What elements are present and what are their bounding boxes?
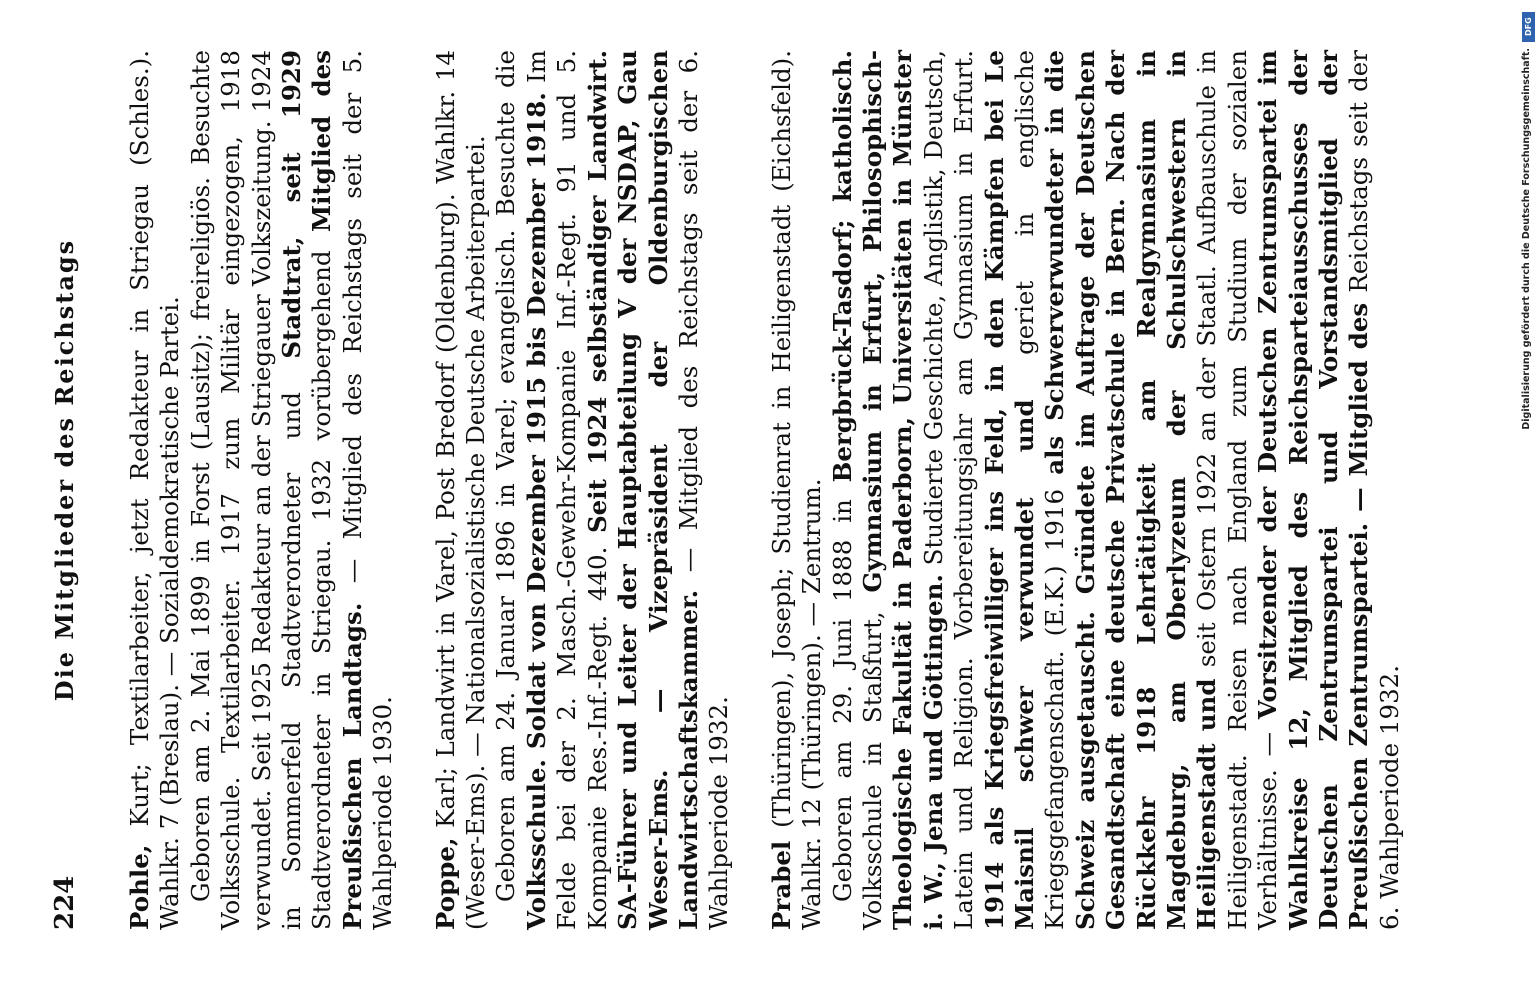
bio-text: — Mitglied des Reichstags seit der 5. Wahlperiode 1930.	[337, 49, 398, 930]
bio-highlight: Bergbrück-Tasdorf; katholisch.	[827, 50, 857, 483]
bio-highlight: Gymnasium in Erfurt, Philosophisch-Theologische Fakultät in Paderborn, Universitäten in Münster i. W., Jena und Göttingen.	[857, 50, 948, 930]
entry-heading	[767, 50, 828, 930]
member-entry-poppe	[431, 50, 735, 930]
bio-text: Studierte Geschichte, Anglistik, Deutsch, Latein und Religion. Vorbereitungsjahr am Gymnasium in Erfurt.	[918, 49, 979, 930]
bio-text: Stadtverordneter in Striegau. 1932 vorübergehend	[307, 231, 337, 930]
bio-text: geriet in englische Kriegsgefangenschaft. (E.K.) 1916	[1009, 50, 1070, 930]
page-number: 224	[50, 875, 80, 930]
entry-heading	[431, 50, 492, 930]
bio-text: seit Ostern 1922 an der Staatl. Aufbauschule in Heiligenstadt. Reisen nach England zum Studium der sozialen Verhältnisse. —	[1192, 50, 1283, 930]
bio-text: Volksschule in Staßfurt,	[857, 592, 887, 930]
bio-highlight: Vorsitzender der Deutschen Zentrumspartei im Wahlkreise 12, Mitglied des Reichsparteiausschusses der Deutschen Zentrumspartei und Vorstandsmitglied der Preußischen Zentrumspartei. — Mitglied des	[1253, 50, 1374, 930]
member-biography	[491, 50, 734, 930]
bio-highlight: Seit 1924 selbständiger Landwirt. SA-Führer und Leiter der Hauptabteilung V der NSDAP, Gau Weser-Ems. — Vizepräsident der Oldenburgischen Landwirtschaftskammer.	[582, 49, 703, 930]
member-name: Poppe,	[430, 837, 460, 930]
entry-heading	[125, 50, 186, 930]
bio-text: Geboren am 2. Mai 1899 in Forst (Lausitz); freireligiös. Besuchte Volksschule. Textilarbeiter. 1917 zum Militär eingezogen, 1918 verwundet. Seit 1925 Redakteur an der Striegauer Volkszeitung. 1924 in Sommerfeld Stadtverordneter und	[185, 50, 307, 930]
bio-highlight: Mitglied des Preußischen Landtags.	[307, 50, 367, 930]
bio-text: Geboren am 29. Juni 1888 in	[827, 482, 857, 902]
member-details: (Thüringen), Joseph; Studienrat in Heiligenstadt (Eichsfeld). Wahlkr. 12 (Thüringen). — Zentrum.	[766, 50, 827, 930]
member-details: Kurt; Textilarbeiter, jetzt Redakteur in Striegau (Schles.). Wahlkr. 7 (Breslau). — Sozialdemokratische Partei.	[125, 50, 185, 930]
member-entry-prabel	[767, 50, 1406, 930]
dfg-logo-badge: DFG	[1522, 12, 1535, 42]
running-title: Die Mitglieder des Reichstags	[50, 238, 79, 702]
member-entry-pohle	[125, 50, 399, 930]
member-biography	[186, 50, 399, 930]
member-biography	[828, 50, 1406, 930]
bio-text: Im Felde bei der 2. Masch.-Gewehr-Kompanie Inf.-Regt. 91 und 5. Kompanie Res.-Inf.-Regt. 440.	[521, 49, 612, 930]
member-name: Pohle,	[125, 844, 154, 930]
bio-text: Geboren am 24. Januar 1896 in Varel; evangelisch. Besuchte die	[491, 50, 521, 902]
bio-highlight: 1914 als Kriegsfreiwilliger ins Feld, in den Kämpfen bei Le Maisnil schwer verwundet und	[979, 50, 1039, 930]
bio-text: Reichstags seit der 6. Wahlperiode 1932.	[1344, 50, 1404, 930]
bio-highlight: Stadtrat, seit 1929	[277, 50, 307, 359]
bio-text: — Mitglied des Reichstags seit der 6. Wahlperiode 1932.	[673, 50, 734, 930]
page-header	[50, 50, 90, 930]
digitization-credit: Digitalisierung gefördert durch die Deutsche Forschungsgemeinschaft.	[1521, 48, 1532, 430]
bio-highlight: Volksschule. Soldat von Dezember 1915 bis Dezember 1918.	[521, 92, 551, 930]
member-details: Karl; Landwirt in Varel, Post Bredorf (Oldenburg). Wahlkr. 14 (Weser-Ems). — Nationalsozialistische Deutsche Arbeiterpartei.	[430, 50, 491, 930]
member-name: Prabel	[766, 840, 796, 930]
bio-highlight: als Schwerverwundeter in die Schweiz ausgetauscht. Gründete im Auftrage der Deutschen Gesandtschaft eine deutsche Privatschule in Bern. Nach der Rückkehr 1918 Lehrtätigkeit am Realgymnasium in Magdeburg, am Oberlyzeum der Schulschwestern in Heiligenstadt und	[1040, 50, 1222, 930]
digitization-sidebar	[1518, 8, 1538, 728]
member-entries	[125, 50, 1437, 930]
